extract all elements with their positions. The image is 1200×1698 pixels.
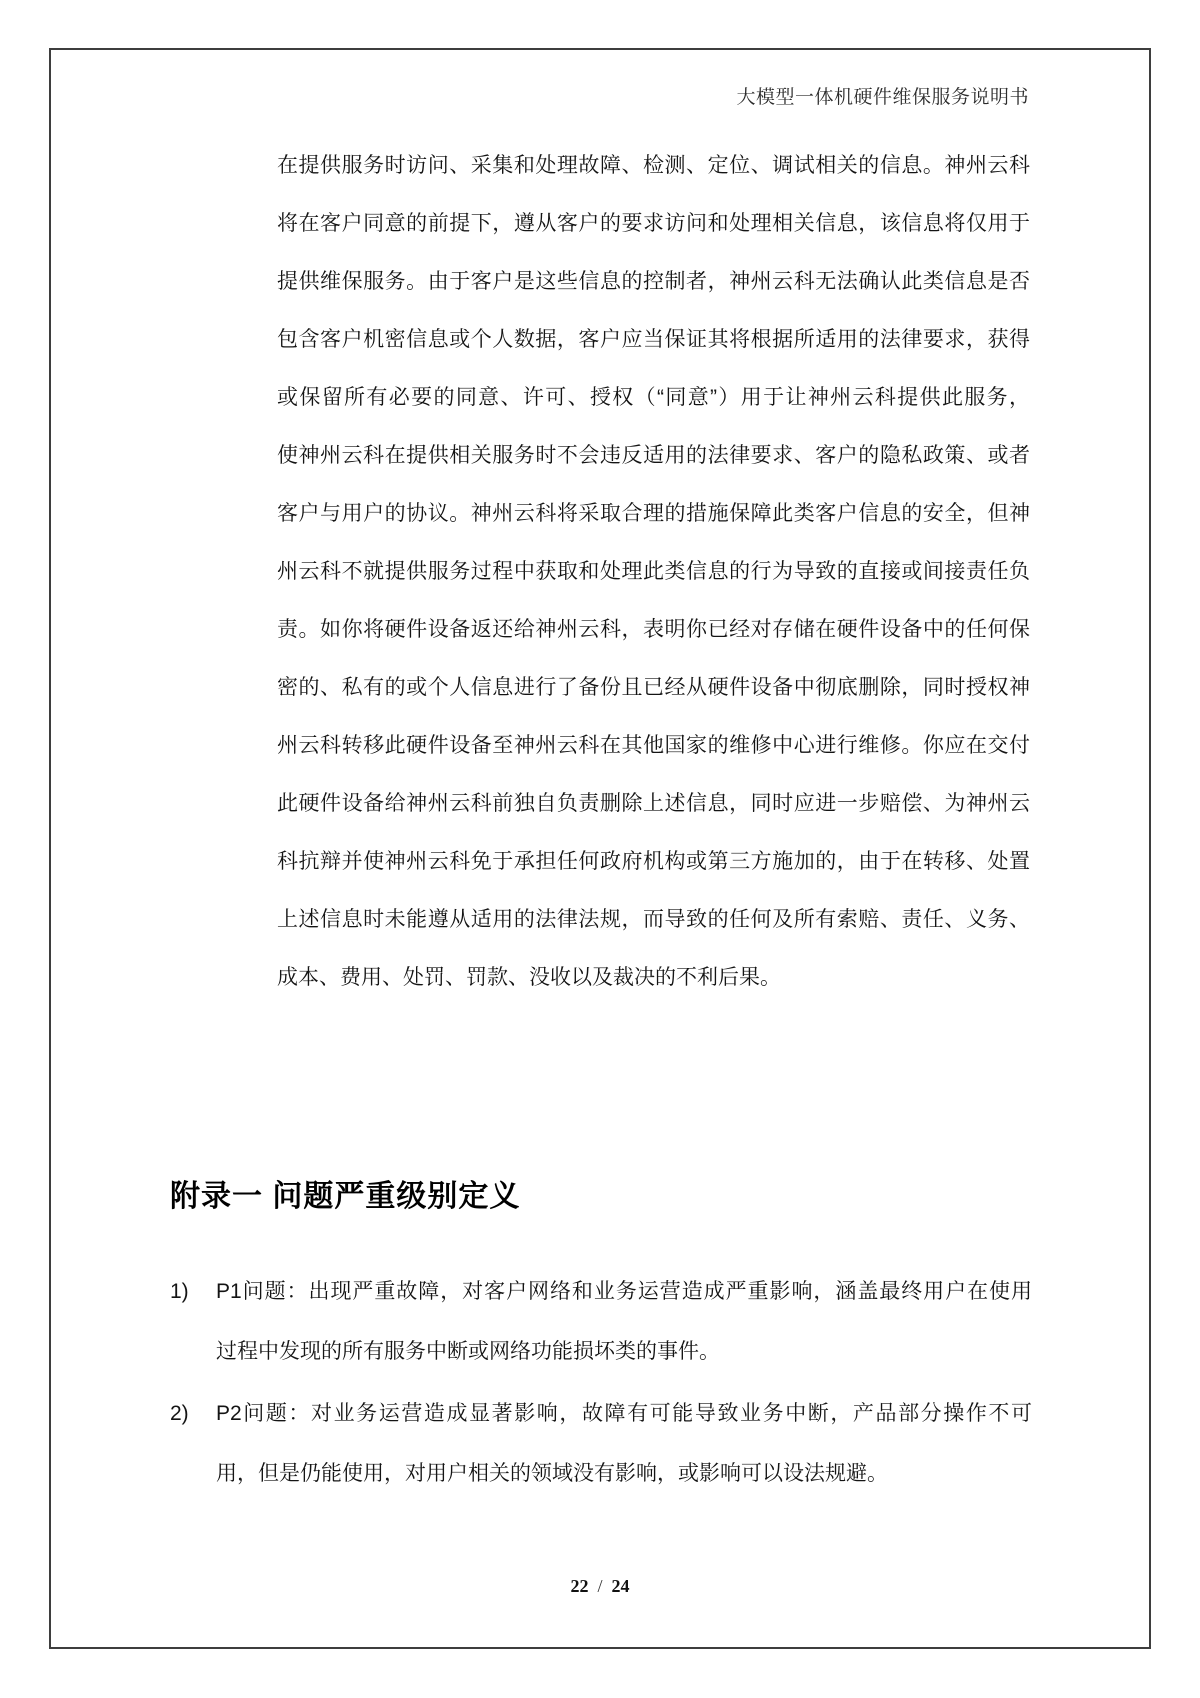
header-title: 大模型一体机硬件维保服务说明书 xyxy=(736,87,1029,108)
list-item-number: 1) xyxy=(170,1280,189,1303)
list-item-line: 用，但是仍能使用，对用户相关的领域没有影响，或影响可以设法规避。 xyxy=(216,1462,888,1485)
list-item-text xyxy=(216,1384,1032,1504)
paragraph-line: 责。如你将硬件设备返还给神州云科，表明你已经对存储在硬件设备中的任何保 xyxy=(277,618,1030,641)
footer-separator: / xyxy=(597,1576,603,1596)
paragraph-line: 科抗辩并使神州云科免于承担任何政府机构或第三方施加的，由于在转移、处置 xyxy=(277,850,1030,873)
paragraph-line: 包含客户机密信息或个人数据，客户应当保证其将根据所适用的法律要求，获得 xyxy=(277,328,1030,351)
paragraph-line: 州云科转移此硬件设备至神州云科在其他国家的维修中心进行维修。你应在交付 xyxy=(277,734,1030,757)
paragraph-line: 客户与用户的协议。神州云科将采取合理的措施保障此类客户信息的安全，但神 xyxy=(277,502,1030,525)
list-item-number: 2) xyxy=(170,1402,189,1425)
body-paragraph xyxy=(277,137,1030,1007)
list-item-line: 过程中发现的所有服务中断或网络功能损坏类的事件。 xyxy=(216,1340,720,1363)
page-footer xyxy=(0,1576,1200,1597)
appendix-heading: 附录一 问题严重级别定义 xyxy=(170,1180,521,1213)
paragraph-line: 成本、费用、处罚、罚款、没收以及裁决的不利后果。 xyxy=(277,966,781,989)
list-item-line: P1问题：出现严重故障，对客户网络和业务运营造成严重影响，涵盖最终用户在使用 xyxy=(216,1280,1032,1303)
paragraph-line: 使神州云科在提供相关服务时不会违反适用的法律要求、客户的隐私政策、或者 xyxy=(277,444,1030,467)
list-item-text xyxy=(216,1262,1032,1382)
paragraph-line: 上述信息时未能遵从适用的法律法规，而导致的任何及所有索赔、责任、义务、 xyxy=(277,908,1030,931)
paragraph-line: 密的、私有的或个人信息进行了备份且已经从硬件设备中彻底删除，同时授权神 xyxy=(277,676,1030,699)
severity-definition-list xyxy=(170,1262,1032,1506)
paragraph-line: 或保留所有必要的同意、许可、授权（“同意”）用于让神州云科提供此服务， xyxy=(277,386,1030,409)
footer-total-pages: 24 xyxy=(611,1576,630,1596)
list-item-p2 xyxy=(170,1384,1032,1504)
paragraph-line: 州云科不就提供服务过程中获取和处理此类信息的行为导致的直接或间接责任负 xyxy=(277,560,1030,583)
list-item-line: P2问题：对业务运营造成显著影响，故障有可能导致业务中断，产品部分操作不可 xyxy=(216,1402,1032,1425)
document-header xyxy=(170,82,1029,109)
footer-current-page: 22 xyxy=(570,1576,589,1596)
paragraph-line: 提供维保服务。由于客户是这些信息的控制者，神州云科无法确认此类信息是否 xyxy=(277,270,1030,293)
paragraph-line: 将在客户同意的前提下，遵从客户的要求访问和处理相关信息，该信息将仅用于 xyxy=(277,212,1030,235)
paragraph-line: 此硬件设备给神州云科前独自负责删除上述信息，同时应进一步赔偿、为神州云 xyxy=(277,792,1030,815)
list-item-p1 xyxy=(170,1262,1032,1382)
paragraph-line: 在提供服务时访问、采集和处理故障、检测、定位、调试相关的信息。神州云科 xyxy=(277,154,1030,177)
